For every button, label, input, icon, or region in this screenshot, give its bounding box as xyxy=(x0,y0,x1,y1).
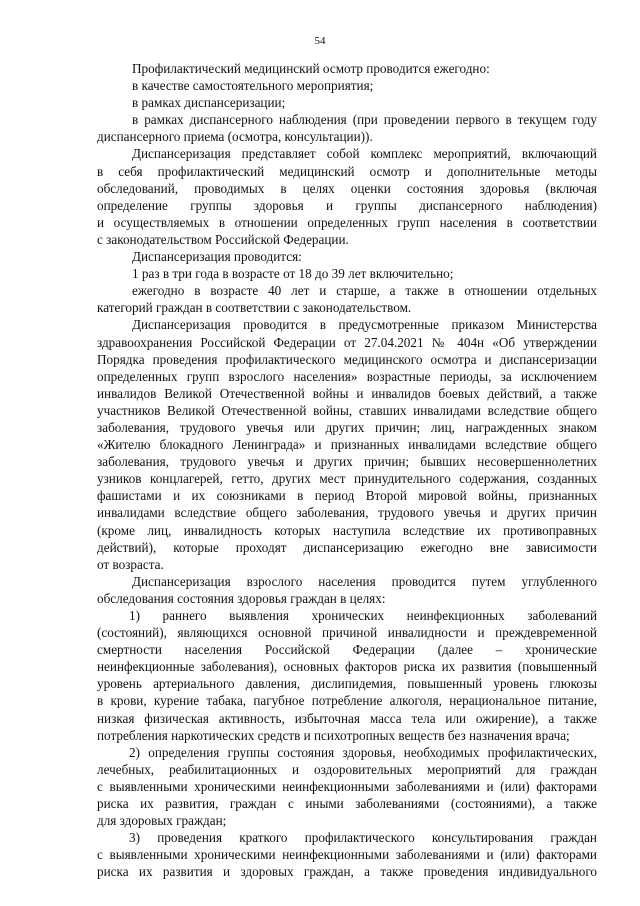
text-line: определение группы здоровья и группы диспансерного наблюдения) xyxy=(97,197,597,213)
text-line: 1 раз в три года в возрасте от 18 до 39 лет включительно; xyxy=(132,266,454,282)
text-line: (кроме лиц, инвалидность которых наступила вследствие их противоправных xyxy=(97,522,597,538)
text-line: заболевания, трудового увечья или других причин; лиц, награжденных знаком xyxy=(97,419,597,435)
text-line: Диспансеризация взрослого населения проводится путем углубленного xyxy=(132,573,597,589)
text-line: низкая физическая активность, избыточная масса тела или ожирение), а также xyxy=(97,710,597,726)
text-line: с выявленными хроническими неинфекционными заболеваниями и (или) факторами xyxy=(97,847,597,863)
text-line: в крови, курение табака, пагубное потребление алкоголя, нерациональное питание, xyxy=(97,693,597,709)
text-line: от возраста. xyxy=(97,556,164,572)
text-line: (состояний), являющихся основной причиной инвалидности и преждевременной xyxy=(97,625,597,641)
text-line: 2) определения группы состояния здоровья, необходимых профилактических, xyxy=(129,744,597,760)
text-line: риска их развития, граждан с иными заболеваниями (состояниями), а также xyxy=(97,796,597,812)
text-line: ежегодно в возрасте 40 лет и старше, а также в отношении отдельных xyxy=(132,283,597,299)
text-line: и осуществляемых в отношении определенных групп населения в соответствии xyxy=(97,214,597,230)
text-line: диспансерного приема (осмотра, консультации)). xyxy=(97,129,373,145)
text-line: 3) проведения краткого профилактического консультирования граждан xyxy=(129,830,597,846)
text-line: инвалидов Великой Отечественной войны и инвалидов боевых действий, а также xyxy=(97,385,597,401)
text-line: обследований, проводимых в целях оценки состояния здоровья (включая xyxy=(97,180,597,196)
text-line: определенных групп взрослого населения» возрастные периоды, за исключением xyxy=(97,368,597,384)
text-line: неинфекционные заболевания), основных факторов риска их развития (повышенный xyxy=(97,659,597,675)
text-line: участников Великой Отечественной войны, ставших инвалидами вследствие общего xyxy=(97,402,597,418)
page-number: 54 xyxy=(314,35,326,47)
text-line: риска их развития и здоровых граждан, а также проведения индивидуального xyxy=(97,864,597,880)
text-line: в себя профилактический медицинский осмотр и дополнительные методы xyxy=(97,163,597,179)
text-line: фашистами и их союзниками в период Второй мировой войны, признанных xyxy=(97,488,597,504)
text-line: потребления наркотических средств и психотропных веществ без назначения врача; xyxy=(97,727,570,743)
text-line: узников концлагерей, гетто, других мест принудительного содержания, созданных xyxy=(97,471,597,487)
text-line: категорий граждан в соответствии с законодательством. xyxy=(97,300,412,316)
text-line: 1) раннего выявления хронических неинфекционных заболеваний xyxy=(129,608,597,623)
text-line: действий), которые проходят диспансеризацию ежегодно вне зависимости xyxy=(97,539,597,555)
text-line: здравоохранения Российской Федерации от 27.04.2021 № 404н «Об утверждении xyxy=(97,334,597,350)
text-line: Диспансеризация проводится: xyxy=(132,249,302,265)
text-line: смертности населения Российской Федерации (далее – хронические xyxy=(97,642,597,658)
text-line: в рамках диспансерного наблюдения (при проведении первого в текущем году xyxy=(132,112,597,128)
text-line: уровень артериального давления, дислипидемия, повышенный уровень глюкозы xyxy=(97,676,597,692)
text-line: Диспансеризация представляет собой комплекс мероприятий, включающий xyxy=(132,146,597,162)
text-line: с законодательством Российской Федерации. xyxy=(97,231,349,247)
text-line: с выявленными хроническими неинфекционными заболеваниями и (или) факторами xyxy=(97,778,597,794)
text-line: Порядка проведения профилактического медицинского осмотра и диспансеризации xyxy=(97,351,597,367)
text-line: Диспансеризация проводится в предусмотренные приказом Министерства xyxy=(132,317,597,333)
text-line: обследования состояния здоровья граждан в целях: xyxy=(97,590,386,606)
text-line: Профилактический медицинский осмотр проводится ежегодно: xyxy=(132,61,490,76)
text-line: в рамках диспансеризации; xyxy=(132,95,286,111)
text-line: лечебных, реабилитационных и оздоровительных мероприятий для граждан xyxy=(97,761,597,777)
document-body xyxy=(97,60,597,881)
text-line: в качестве самостоятельного мероприятия; xyxy=(132,78,374,94)
text-line: «Жителю блокадного Ленинграда» и признанных инвалидами вследствие общего xyxy=(97,437,597,453)
text-line: для здоровых граждан; xyxy=(97,813,227,829)
text-line: заболевания, трудового увечья и других причин; бывших несовершеннолетних xyxy=(97,454,597,470)
text-line: инвалидами вследствие общего заболевания, трудового увечья и других причин xyxy=(97,505,597,521)
